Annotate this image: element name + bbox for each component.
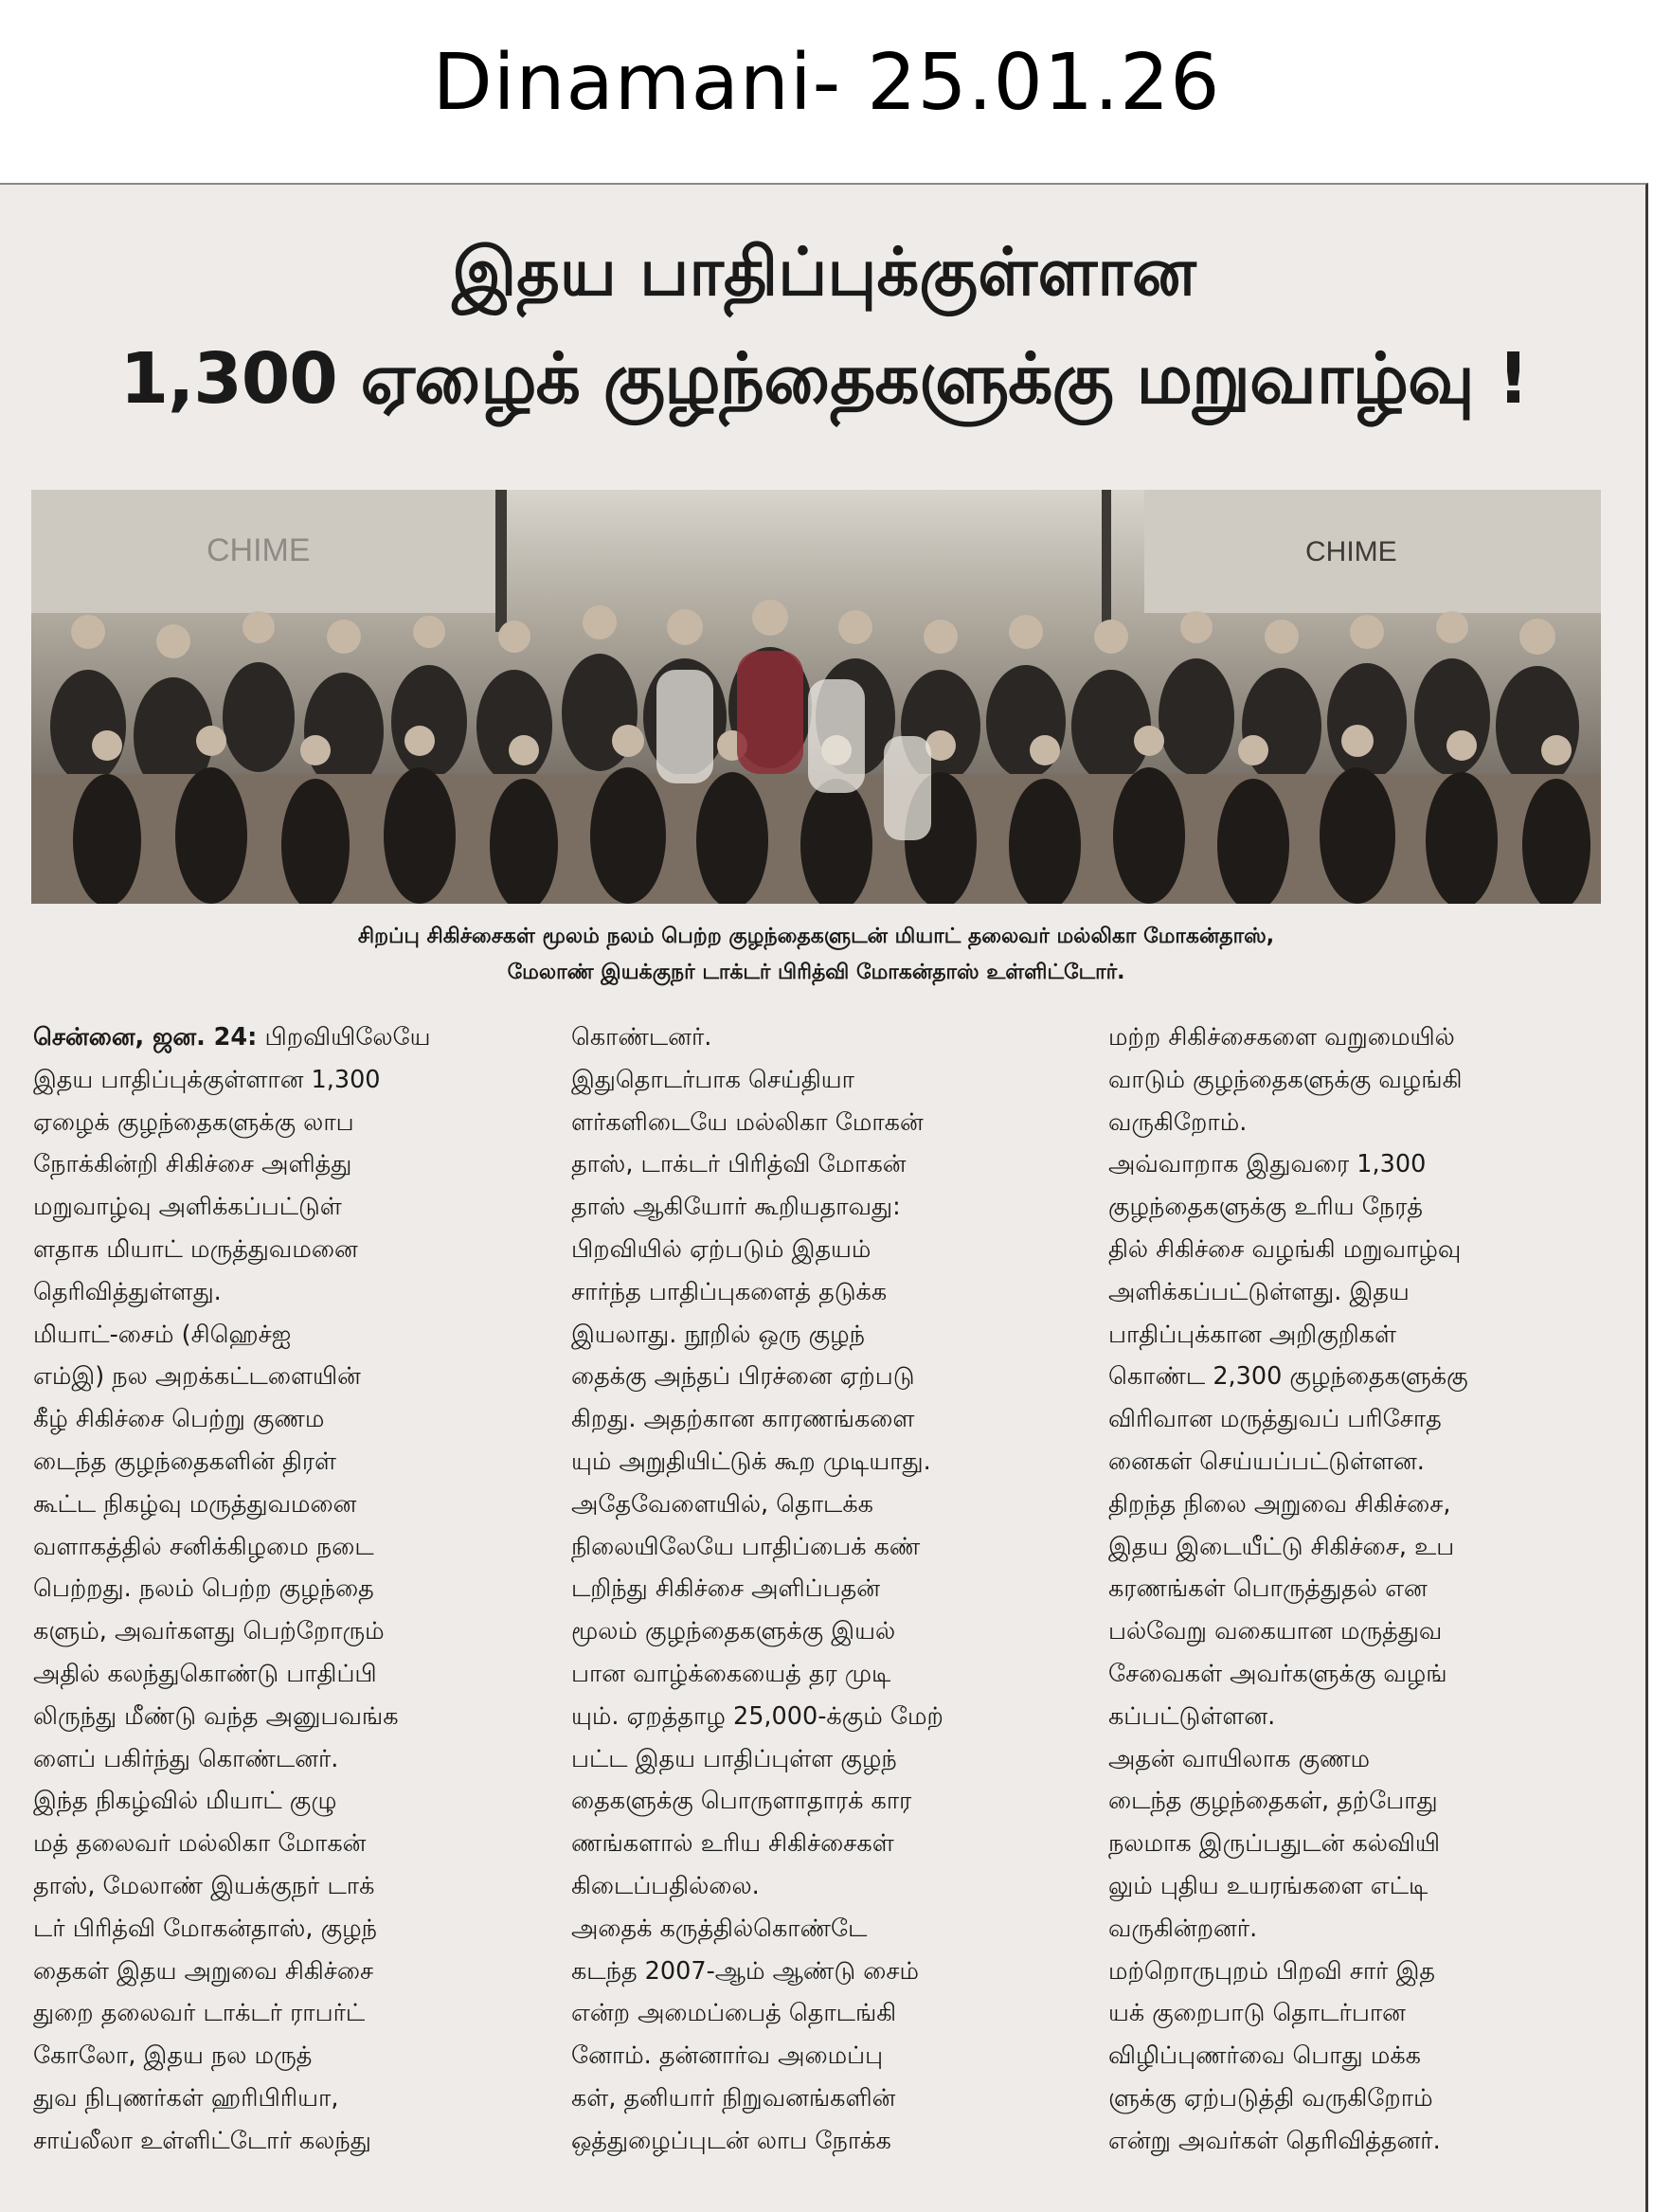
- article-line: [33, 1314, 535, 1357]
- article-line: [1108, 1865, 1607, 1908]
- article-line: [571, 1696, 1064, 1738]
- article-line-text: இதய பாதிப்புக்குள்ளான 1,300: [33, 1065, 381, 1094]
- article-line: [571, 1653, 1064, 1696]
- article-line-text: தெரிவித்துள்ளது.: [33, 1277, 222, 1306]
- article-line-text: ளுக்கு ஏற்படுத்தி வருகிறோம்: [1108, 2083, 1433, 2113]
- article-line: [571, 2120, 1064, 2163]
- article-line-text: தைகள் இதய அறுவை சிகிச்சை: [33, 1956, 374, 1986]
- article-line: [571, 1271, 1064, 1314]
- article-line-text: டைந்த குழந்தைகளின் திரள்: [33, 1447, 337, 1476]
- article-line: [571, 1738, 1064, 1781]
- article-line: [571, 1314, 1064, 1357]
- article-line-text: டர் பிரித்வி மோகன்தாஸ், குழந்: [33, 1914, 377, 1943]
- article-line-text: கீழ் சிகிச்சை பெற்று குணம: [33, 1405, 325, 1434]
- article-line-text: னோம். தன்னார்வ அமைப்பு: [571, 2041, 884, 2071]
- banner-right-text: CHIME: [1305, 536, 1397, 567]
- article-line: [33, 1016, 535, 1059]
- article-line-text: வருகின்றனர்.: [1108, 1914, 1258, 1943]
- article-line-text: ணங்களால் உரிய சிகிச்சைகள்: [571, 1829, 894, 1859]
- article-line: [1108, 1398, 1607, 1441]
- article-line-text: வருகிறோம்.: [1108, 1107, 1248, 1137]
- article-line: [1108, 1908, 1607, 1951]
- article-line: [571, 1398, 1064, 1441]
- article-line-text: அதன் வாயிலாக குணம: [1108, 1744, 1371, 1773]
- article-column-3: [1108, 1016, 1607, 2163]
- article-line-text: கொண்டனர்.: [571, 1023, 712, 1052]
- article-line: [1108, 1780, 1607, 1823]
- article-line-text: தைக்கு அந்தப் பிரச்னை ஏற்படு: [571, 1362, 915, 1392]
- article-line-text: என்ற அமைப்பைத் தொடங்கி: [571, 1999, 897, 2028]
- article-line: [33, 1484, 535, 1526]
- article-line: [33, 1186, 535, 1229]
- article-line: [33, 1568, 535, 1610]
- article-line-text: யும். ஏறத்தாழ 25,000-க்கும் மேற்: [571, 1701, 943, 1731]
- article-line-text: கோலோ, இதய நல மருத்: [33, 2041, 313, 2071]
- article-line-text: னைகள் செய்யப்பட்டுள்ளன.: [1108, 1447, 1425, 1476]
- article-line: [571, 1229, 1064, 1271]
- article-line: [33, 1865, 535, 1908]
- article-line: [571, 1908, 1064, 1951]
- article-line-text: அதைக் கருத்தில்கொண்டே: [571, 1914, 868, 1943]
- article-line: [1108, 1186, 1607, 1229]
- article-line-text: கடந்த 2007-ஆம் ஆண்டு சைம்: [571, 1956, 919, 1986]
- article-line: [33, 1610, 535, 1653]
- article-line-text: சாய்லீலா உள்ளிட்டோர் கலந்து: [33, 2126, 371, 2155]
- article-line: [571, 1951, 1064, 1993]
- article-line: [571, 1059, 1064, 1102]
- article-line: [571, 1016, 1064, 1059]
- article-line: [1108, 1441, 1607, 1484]
- article-line: [33, 1696, 535, 1738]
- article-line: [1108, 1653, 1607, 1696]
- article-line: [1108, 1823, 1607, 1865]
- article-line-text: ஒத்துழைப்புடன் லாப நோக்க: [571, 2126, 891, 2155]
- article-line: [571, 1992, 1064, 2035]
- article-line: [33, 1143, 535, 1186]
- article-line-text: துவ நிபுணர்கள் ஹரிபிரியா,: [33, 2083, 339, 2113]
- banner-left-text: CHIME: [207, 532, 311, 568]
- article-line-text: பல்வேறு வகையான மருத்துவ: [1108, 1617, 1443, 1646]
- article-line-text: என்று அவர்கள் தெரிவித்தனர்.: [1108, 2126, 1441, 2155]
- article-line: [1108, 1314, 1607, 1357]
- article-line: [571, 2035, 1064, 2077]
- article-line-text: மத் தலைவர் மல்லிகா மோகன்: [33, 1829, 367, 1859]
- caption-line-1: சிறப்பு சிகிச்சைகள் மூலம் நலம் பெற்ற குழந்தைகளுடன் மியாட் தலைவர் மல்லிகா மோகன்தாஸ்,: [357, 925, 1275, 948]
- article-line-text: சார்ந்த பாதிப்புகளைத் தடுக்க: [571, 1277, 888, 1306]
- article-line: [1108, 1016, 1607, 1059]
- article-line-text: பிறவியில் ஏற்படும் இதயம்: [571, 1234, 871, 1264]
- headline-line-2: 1,300 ஏழைக் குழந்தைகளுக்கு மறுவாழ்வு !: [119, 338, 1529, 420]
- article-line: [33, 1823, 535, 1865]
- article-line: [33, 1229, 535, 1271]
- article-line: [1108, 2120, 1607, 2163]
- article-line: [33, 1908, 535, 1951]
- article-line-text: குழந்தைகளுக்கு உரிய நேரத்: [1108, 1193, 1423, 1222]
- article-line: [571, 1441, 1064, 1484]
- article-line-text: வளாகத்தில் சனிக்கிழமை நடை: [33, 1532, 374, 1561]
- article-line: [1108, 1526, 1607, 1569]
- article-line-text: தைகளுக்கு பொருளாதாரக் கார: [571, 1787, 912, 1816]
- article-line-text: திறந்த நிலை அறுவை சிகிச்சை,: [1108, 1489, 1451, 1519]
- article-line-text: அவ்வாறாக இதுவரை 1,300: [1108, 1150, 1427, 1179]
- article-line: [33, 1271, 535, 1314]
- article-line-text: எம்இ) நல அறக்கட்டளையின்: [33, 1362, 361, 1392]
- article-line-text: இந்த நிகழ்வில் மியாட் குழு: [33, 1787, 337, 1816]
- article-line-text: பெற்றது. நலம் பெற்ற குழந்தை: [33, 1574, 374, 1604]
- article-line-text: சேவைகள் அவர்களுக்கு வழங்: [1108, 1659, 1447, 1688]
- article-line-text: மூலம் குழந்தைகளுக்கு இயல்: [571, 1617, 896, 1646]
- headline-line-1: இதய பாதிப்புக்குள்ளான: [452, 233, 1196, 311]
- article-line-text: இதுதொடர்பாக செய்தியா: [571, 1065, 854, 1094]
- article-line: [33, 1398, 535, 1441]
- article-line-text: லிருந்து மீண்டு வந்த அனுபவங்க: [33, 1701, 399, 1731]
- article-line: [33, 1102, 535, 1144]
- article-line-text: கிறது. அதற்கான காரணங்களை: [571, 1405, 915, 1434]
- article-line-text: கள், தனியார் நிறுவனங்களின்: [571, 2083, 896, 2113]
- dateline: சென்னை, ஜன. 24:: [33, 1023, 258, 1052]
- article-line-text: யும் அறுதியிட்டுக் கூற முடியாது.: [571, 1447, 931, 1476]
- article-line-text: விரிவான மருத்துவப் பரிசோத: [1108, 1405, 1442, 1434]
- article-line: [1108, 1992, 1607, 2035]
- article-line: [1108, 1610, 1607, 1653]
- article-line: [33, 2077, 535, 2120]
- article-line-text: துறை தலைவர் டாக்டர் ராபர்ட்: [33, 1999, 366, 2028]
- article-line-text: ஏழைக் குழந்தைகளுக்கு லாப: [33, 1107, 354, 1137]
- article-line-text: தாஸ், மேலாண் இயக்குநர் டாக்: [33, 1871, 375, 1900]
- article-line-text: அதில் கலந்துகொண்டு பாதிப்பி: [33, 1659, 377, 1688]
- caption-line-2: மேலாண் இயக்குநர் டாக்டர் பிரித்வி மோகன்தாஸ் உள்ளிட்டோர்.: [507, 961, 1125, 984]
- article-line: [33, 1653, 535, 1696]
- article-line-text: இதய இடையீட்டு சிகிச்சை, உப: [1108, 1532, 1455, 1561]
- article-line-text: ளைப் பகிர்ந்து கொண்டனர்.: [33, 1744, 339, 1773]
- article-line-text: நிலையிலேயே பாதிப்பைக் கண்: [571, 1532, 921, 1561]
- source-header: Dinamani- 25.01.26: [432, 38, 1221, 128]
- article-line: [33, 1526, 535, 1569]
- article-line: [571, 1823, 1064, 1865]
- article-line-text: பான வாழ்க்கையைத் தர முடி: [571, 1659, 891, 1688]
- article-line-text: களும், அவர்களது பெற்றோரும்: [33, 1617, 385, 1646]
- article-line-text: கொண்ட 2,300 குழந்தைகளுக்கு: [1108, 1362, 1468, 1392]
- article-line: [1108, 1143, 1607, 1186]
- article-line-text: பட்ட இதய பாதிப்புள்ள குழந்: [571, 1744, 897, 1773]
- article-line-text: பாதிப்புக்கான அறிகுறிகள்: [1108, 1320, 1396, 1349]
- article-line: [571, 1143, 1064, 1186]
- article-line-text: வாடும் குழந்தைகளுக்கு வழங்கி: [1108, 1065, 1463, 1094]
- article-line-text: டறிந்து சிகிச்சை அளிப்பதன்: [571, 1574, 880, 1604]
- article-line: [1108, 1229, 1607, 1271]
- article-line: [571, 1780, 1064, 1823]
- article-line: [571, 1356, 1064, 1398]
- article-line: [33, 1738, 535, 1781]
- article-line: [33, 1992, 535, 2035]
- article-line: [1108, 1484, 1607, 1526]
- article-line: [33, 1356, 535, 1398]
- article-line: [33, 1059, 535, 1102]
- article-line: [33, 2035, 535, 2077]
- article-line: [1108, 1356, 1607, 1398]
- article-line-text: இயலாது. நூறில் ஒரு குழந்: [571, 1320, 865, 1349]
- article-column-2: [571, 1016, 1064, 2163]
- article-line: [571, 1610, 1064, 1653]
- article-line: [1108, 1271, 1607, 1314]
- article-line-text: விழிப்புணர்வை பொது மக்க: [1108, 2041, 1421, 2071]
- article-line-text: ளர்களிடையே மல்லிகா மோகன்: [571, 1107, 924, 1137]
- article-line-text: நலமாக இருப்பதுடன் கல்வியி: [1108, 1829, 1441, 1859]
- article-line-text: பிறவியிலேயே: [257, 1023, 431, 1052]
- article-line: [571, 1526, 1064, 1569]
- article-line-text: கிடைப்பதில்லை.: [571, 1871, 760, 1900]
- article-line-text: கரணங்கள் பொருத்துதல் என: [1108, 1574, 1428, 1604]
- article-line-text: அதேவேளையில், தொடக்க: [571, 1489, 873, 1519]
- photo-caption: [31, 919, 1601, 991]
- article-line: [1108, 2035, 1607, 2077]
- article-line: [1108, 1696, 1607, 1738]
- article-line: [571, 1102, 1064, 1144]
- article-line-text: கூட்ட நிகழ்வு மருத்துவமனை: [33, 1489, 357, 1519]
- headline: [28, 223, 1620, 436]
- article-line: [33, 2120, 535, 2163]
- article-line-text: தாஸ் ஆகியோர் கூறியதாவது:: [571, 1193, 901, 1222]
- article-line: [1108, 2077, 1607, 2120]
- article-line: [33, 1441, 535, 1484]
- article-line-text: மியாட்-சைம் (சிஹெச்ஐ: [33, 1320, 292, 1349]
- article-line: [1108, 1059, 1607, 1102]
- article-line: [1108, 1951, 1607, 1993]
- article-line: [571, 1568, 1064, 1610]
- article-line-text: தாஸ், டாக்டர் பிரித்வி மோகன்: [571, 1150, 907, 1179]
- article-line: [33, 1780, 535, 1823]
- article-line-text: மற்ற சிகிச்சைகளை வறுமையில்: [1108, 1023, 1455, 1052]
- group-photo: [31, 490, 1601, 904]
- article-line-text: மறுவாழ்வு அளிக்கப்பட்டுள்: [33, 1193, 342, 1222]
- article-line: [571, 1186, 1064, 1229]
- article-line: [1108, 1738, 1607, 1781]
- article-line-text: கப்பட்டுள்ளன.: [1108, 1701, 1276, 1731]
- article-line-text: டைந்த குழந்தைகள், தற்போது: [1108, 1787, 1438, 1816]
- article-line-text: ளதாக மியாட் மருத்துவமனை: [33, 1234, 358, 1264]
- article-line-text: யக் குறைபாடு தொடர்பான: [1108, 1999, 1406, 2028]
- article-line-text: நோக்கின்றி சிகிச்சை அளித்து: [33, 1150, 352, 1179]
- article-line-text: மற்றொருபுறம் பிறவி சார் இத: [1108, 1956, 1436, 1986]
- article-line: [1108, 1568, 1607, 1610]
- article-column-1: [33, 1016, 535, 2163]
- article-line: [33, 1951, 535, 1993]
- article-line-text: லும் புதிய உயரங்களை எட்டி: [1108, 1871, 1428, 1900]
- article-line-text: அளிக்கப்பட்டுள்ளது. இதய: [1108, 1277, 1410, 1306]
- article-line: [571, 2077, 1064, 2120]
- article-line: [571, 1865, 1064, 1908]
- article-line: [1108, 1102, 1607, 1144]
- article-line-text: தில் சிகிச்சை வழங்கி மறுவாழ்வு: [1108, 1234, 1462, 1264]
- article-line: [571, 1484, 1064, 1526]
- newspaper-clipping: [0, 183, 1648, 2212]
